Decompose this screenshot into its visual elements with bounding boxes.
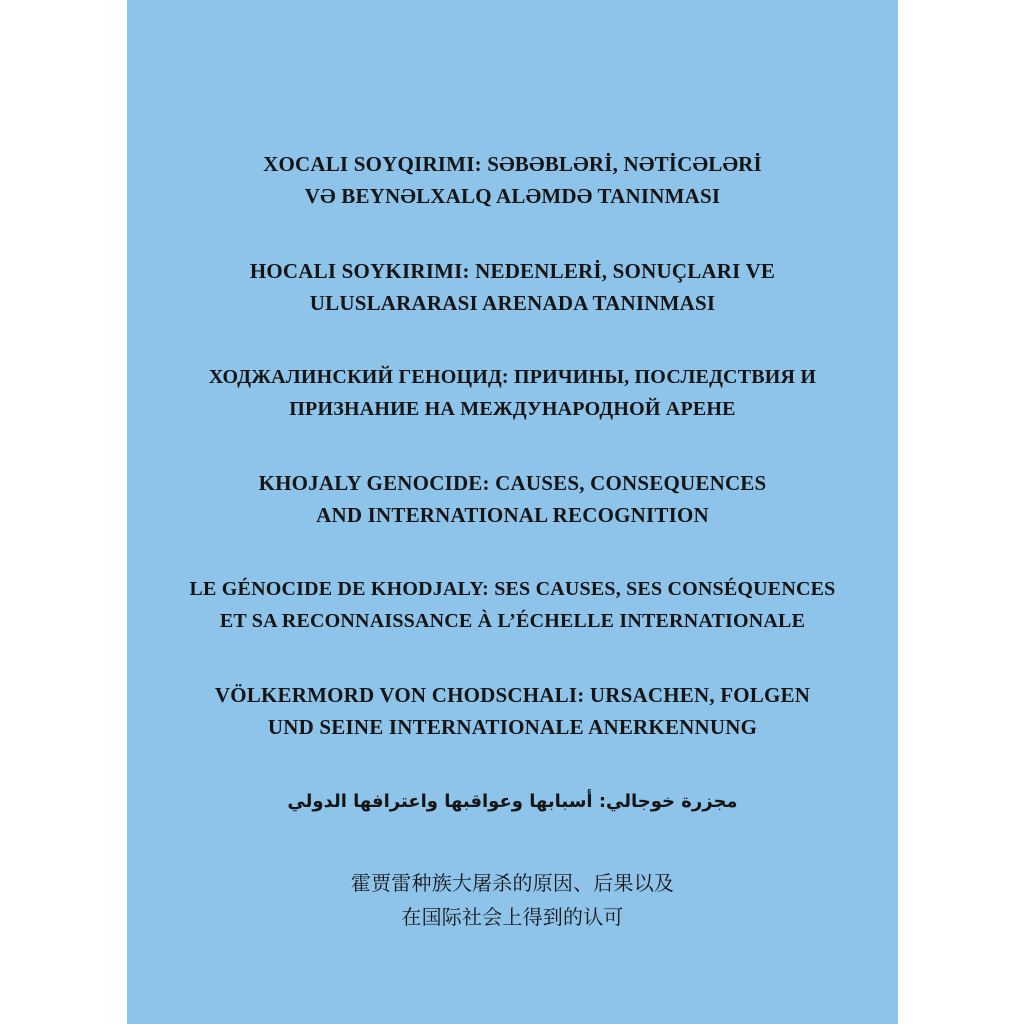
- title-french-line2: ET SA RECONNAISSANCE À L’ÉCHELLE INTERNATIONALE: [219, 610, 806, 632]
- title-german-line1: VÖLKERMORD VON CHODSCHALI: URSACHEN, FOLGEN: [214, 683, 811, 707]
- title-turkish: [127, 255, 898, 319]
- title-german: [127, 679, 898, 743]
- title-russian-line1: ХОДЖАЛИНСКИЙ ГЕНОЦИД: ПРИЧИНЫ, ПОСЛЕДСТВИЯ И: [208, 366, 817, 388]
- title-russian-line2: ПРИЗНАНИЕ НА МЕЖДУНАРОДНОЙ АРЕНЕ: [289, 398, 736, 420]
- title-azerbaijani-line2: VƏ BEYNƏLXALQ ALƏMDƏ TANINMASI: [304, 184, 721, 208]
- title-french-line1: LE GÉNOCIDE DE KHODJALY: SES CAUSES, SES CONSÉQUENCES: [189, 578, 836, 600]
- title-chinese: [127, 866, 898, 934]
- title-chinese-line1: 霍贾雷种族大屠杀的原因、后果以及: [350, 871, 675, 895]
- title-arabic: [127, 786, 898, 818]
- title-turkish-line2: ULUSLARARASI ARENADA TANINMASI: [309, 291, 716, 315]
- title-azerbaijani: [127, 148, 898, 212]
- title-english-line1: KHOJALY GENOCIDE: CAUSES, CONSEQUENCES: [258, 471, 767, 495]
- title-chinese-line2: 在国际社会上得到的认可: [401, 905, 624, 929]
- title-turkish-line1: HOCALI SOYKIRIMI: NEDENLERİ, SONUÇLARI VE: [249, 259, 776, 283]
- title-english: [127, 467, 898, 531]
- title-azerbaijani-line1: XOCALI SOYQIRIMI: SƏBƏBLƏRİ, NƏTİCƏLƏRİ: [263, 152, 762, 176]
- title-english-line2: AND INTERNATIONAL RECOGNITION: [316, 503, 709, 527]
- title-arabic-line1: مجزرة خوجالي: أسبابها وعواقبها واعترافها الدولي: [287, 791, 738, 812]
- title-russian: [127, 361, 898, 425]
- title-german-line2: UND SEINE INTERNATIONALE ANERKENNUNG: [267, 715, 758, 739]
- title-french: [127, 573, 898, 637]
- book-back-cover: [127, 0, 898, 1024]
